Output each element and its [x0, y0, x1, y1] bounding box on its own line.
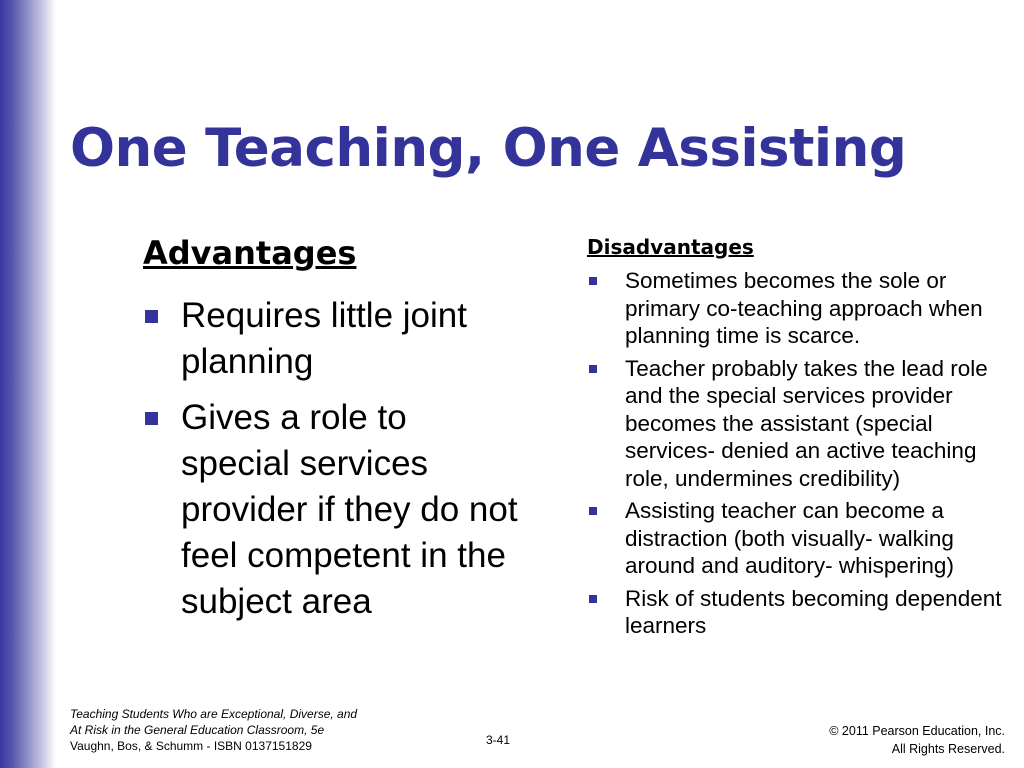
square-bullet-icon [145, 412, 158, 425]
list-item [143, 293, 523, 385]
list-item [587, 585, 1005, 640]
square-bullet-icon [589, 507, 597, 515]
page-number: 3-41 [486, 733, 511, 747]
footer-book-title-line2: At Risk in the General Education Classroom, 5e [70, 723, 325, 737]
advantages-heading: Advantages [143, 234, 357, 272]
advantages-list [143, 293, 523, 635]
advantage-text: Gives a role to special services provider if they do not feel competent in the subject area [181, 398, 518, 621]
list-item [587, 267, 1005, 350]
disadvantage-text: Teacher probably takes the lead role and the special services provider becomes the assistant (special services- denied an active teaching role, undermines credibility) [625, 355, 988, 491]
disadvantages-list [587, 267, 1005, 645]
square-bullet-icon [589, 365, 597, 373]
list-item [143, 395, 523, 625]
copyright-line: © 2011 Pearson Education, Inc. [829, 724, 1005, 738]
square-bullet-icon [589, 277, 597, 285]
decorative-side-bar [0, 0, 56, 768]
square-bullet-icon [145, 310, 158, 323]
disadvantage-text: Assisting teacher can become a distraction (both visually- walking around and auditory- whispering) [625, 498, 954, 578]
footer-book-title-line1: Teaching Students Who are Exceptional, Diverse, and [70, 707, 358, 721]
slide-title: One Teaching, One Assisting [70, 118, 907, 179]
footer-copyright [829, 722, 1005, 758]
rights-line: All Rights Reserved. [891, 742, 1005, 756]
footer-authors: Vaughn, Bos, & Schumm - ISBN 0137151829 [70, 739, 312, 753]
disadvantages-heading: Disadvantages [587, 235, 754, 259]
square-bullet-icon [589, 595, 597, 603]
advantage-text: Requires little joint planning [181, 296, 467, 381]
disadvantage-text: Risk of students becoming dependent learners [625, 585, 1002, 638]
disadvantage-text: Sometimes becomes the sole or primary co-teaching approach when planning time is scarce. [625, 268, 983, 348]
list-item [587, 355, 1005, 493]
list-item [587, 497, 1005, 580]
footer-citation [70, 706, 357, 754]
